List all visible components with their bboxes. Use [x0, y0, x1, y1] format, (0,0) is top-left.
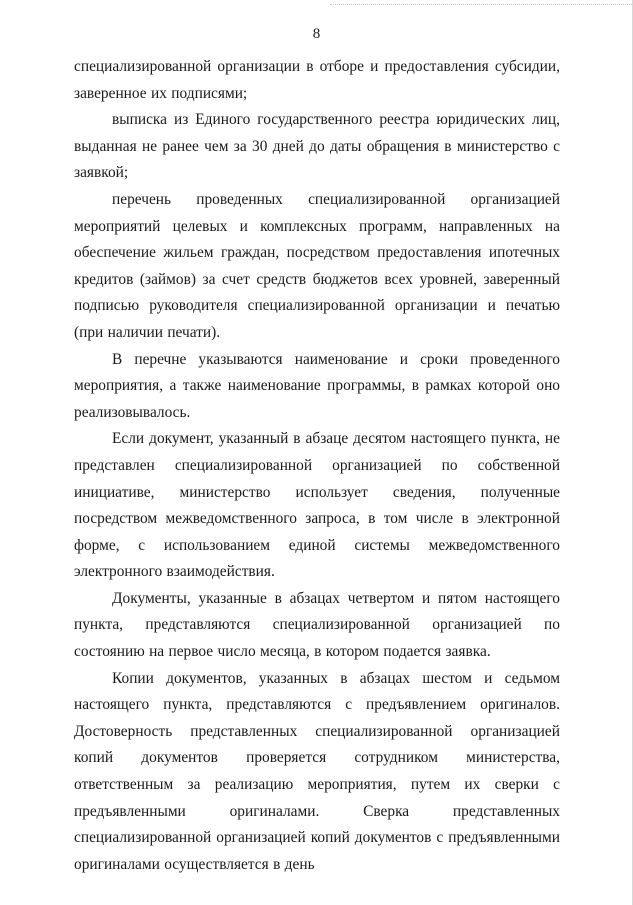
document-body — [74, 54, 560, 878]
paragraph-6: Документы, указанные в абзацах четвертом и пятом настоящего пункта, представляются специализированной организацией по состоянию на первое число месяца, в котором подается заявка. — [74, 589, 560, 661]
page-number: 8 — [312, 26, 321, 42]
scan-edge-line — [330, 4, 632, 5]
paragraph-4: В перечне указываются наименование и сроки проведенного мероприятия, а также наименование программы, в рамках которой оно реализовывалось. — [74, 350, 560, 421]
paragraph-1: специализированной организации в отборе и предоставления субсидии, заверенное их подписями; — [74, 58, 560, 102]
paragraph-2: выписка из Единого государственного реестра юридических лиц, выданная не ранее чем за 30 дней до даты обращения в министерство с заявкой; — [74, 111, 560, 182]
paragraph-7: Копии документов, указанных в абзацах шестом и седьмом настоящего пункта, представляются с предъявлением оригиналов. Достоверность представленных специализированной организацией копий документов проверяется сотрудником министерства, ответственным за реализацию мероприятия, путем их сверки с предъявленными оригиналами. Сверка представленных специализированной организацией копий документов с предъявленными оригиналами осуществляется в день — [74, 669, 560, 873]
paragraph-3: перечень проведенных специализированной организацией мероприятий целевых и комплексных программ, направленных на обеспечение жильем граждан, посредством предоставления ипотечных кредитов (займов) за счет средств бюджетов всех уровней, заверенный подписью руководителя специализированной организации и печатью (при наличии печати). — [74, 190, 560, 341]
paragraph-5: Если документ, указанный в абзаце десятом настоящего пункта, не представлен специализированной организацией по собственной инициативе, министерство использует сведения, полученные посредством межведомственного запроса, в том числе в электронной форме, с использованием единой системы межведомственного электронного взаимодействия. — [74, 430, 560, 581]
